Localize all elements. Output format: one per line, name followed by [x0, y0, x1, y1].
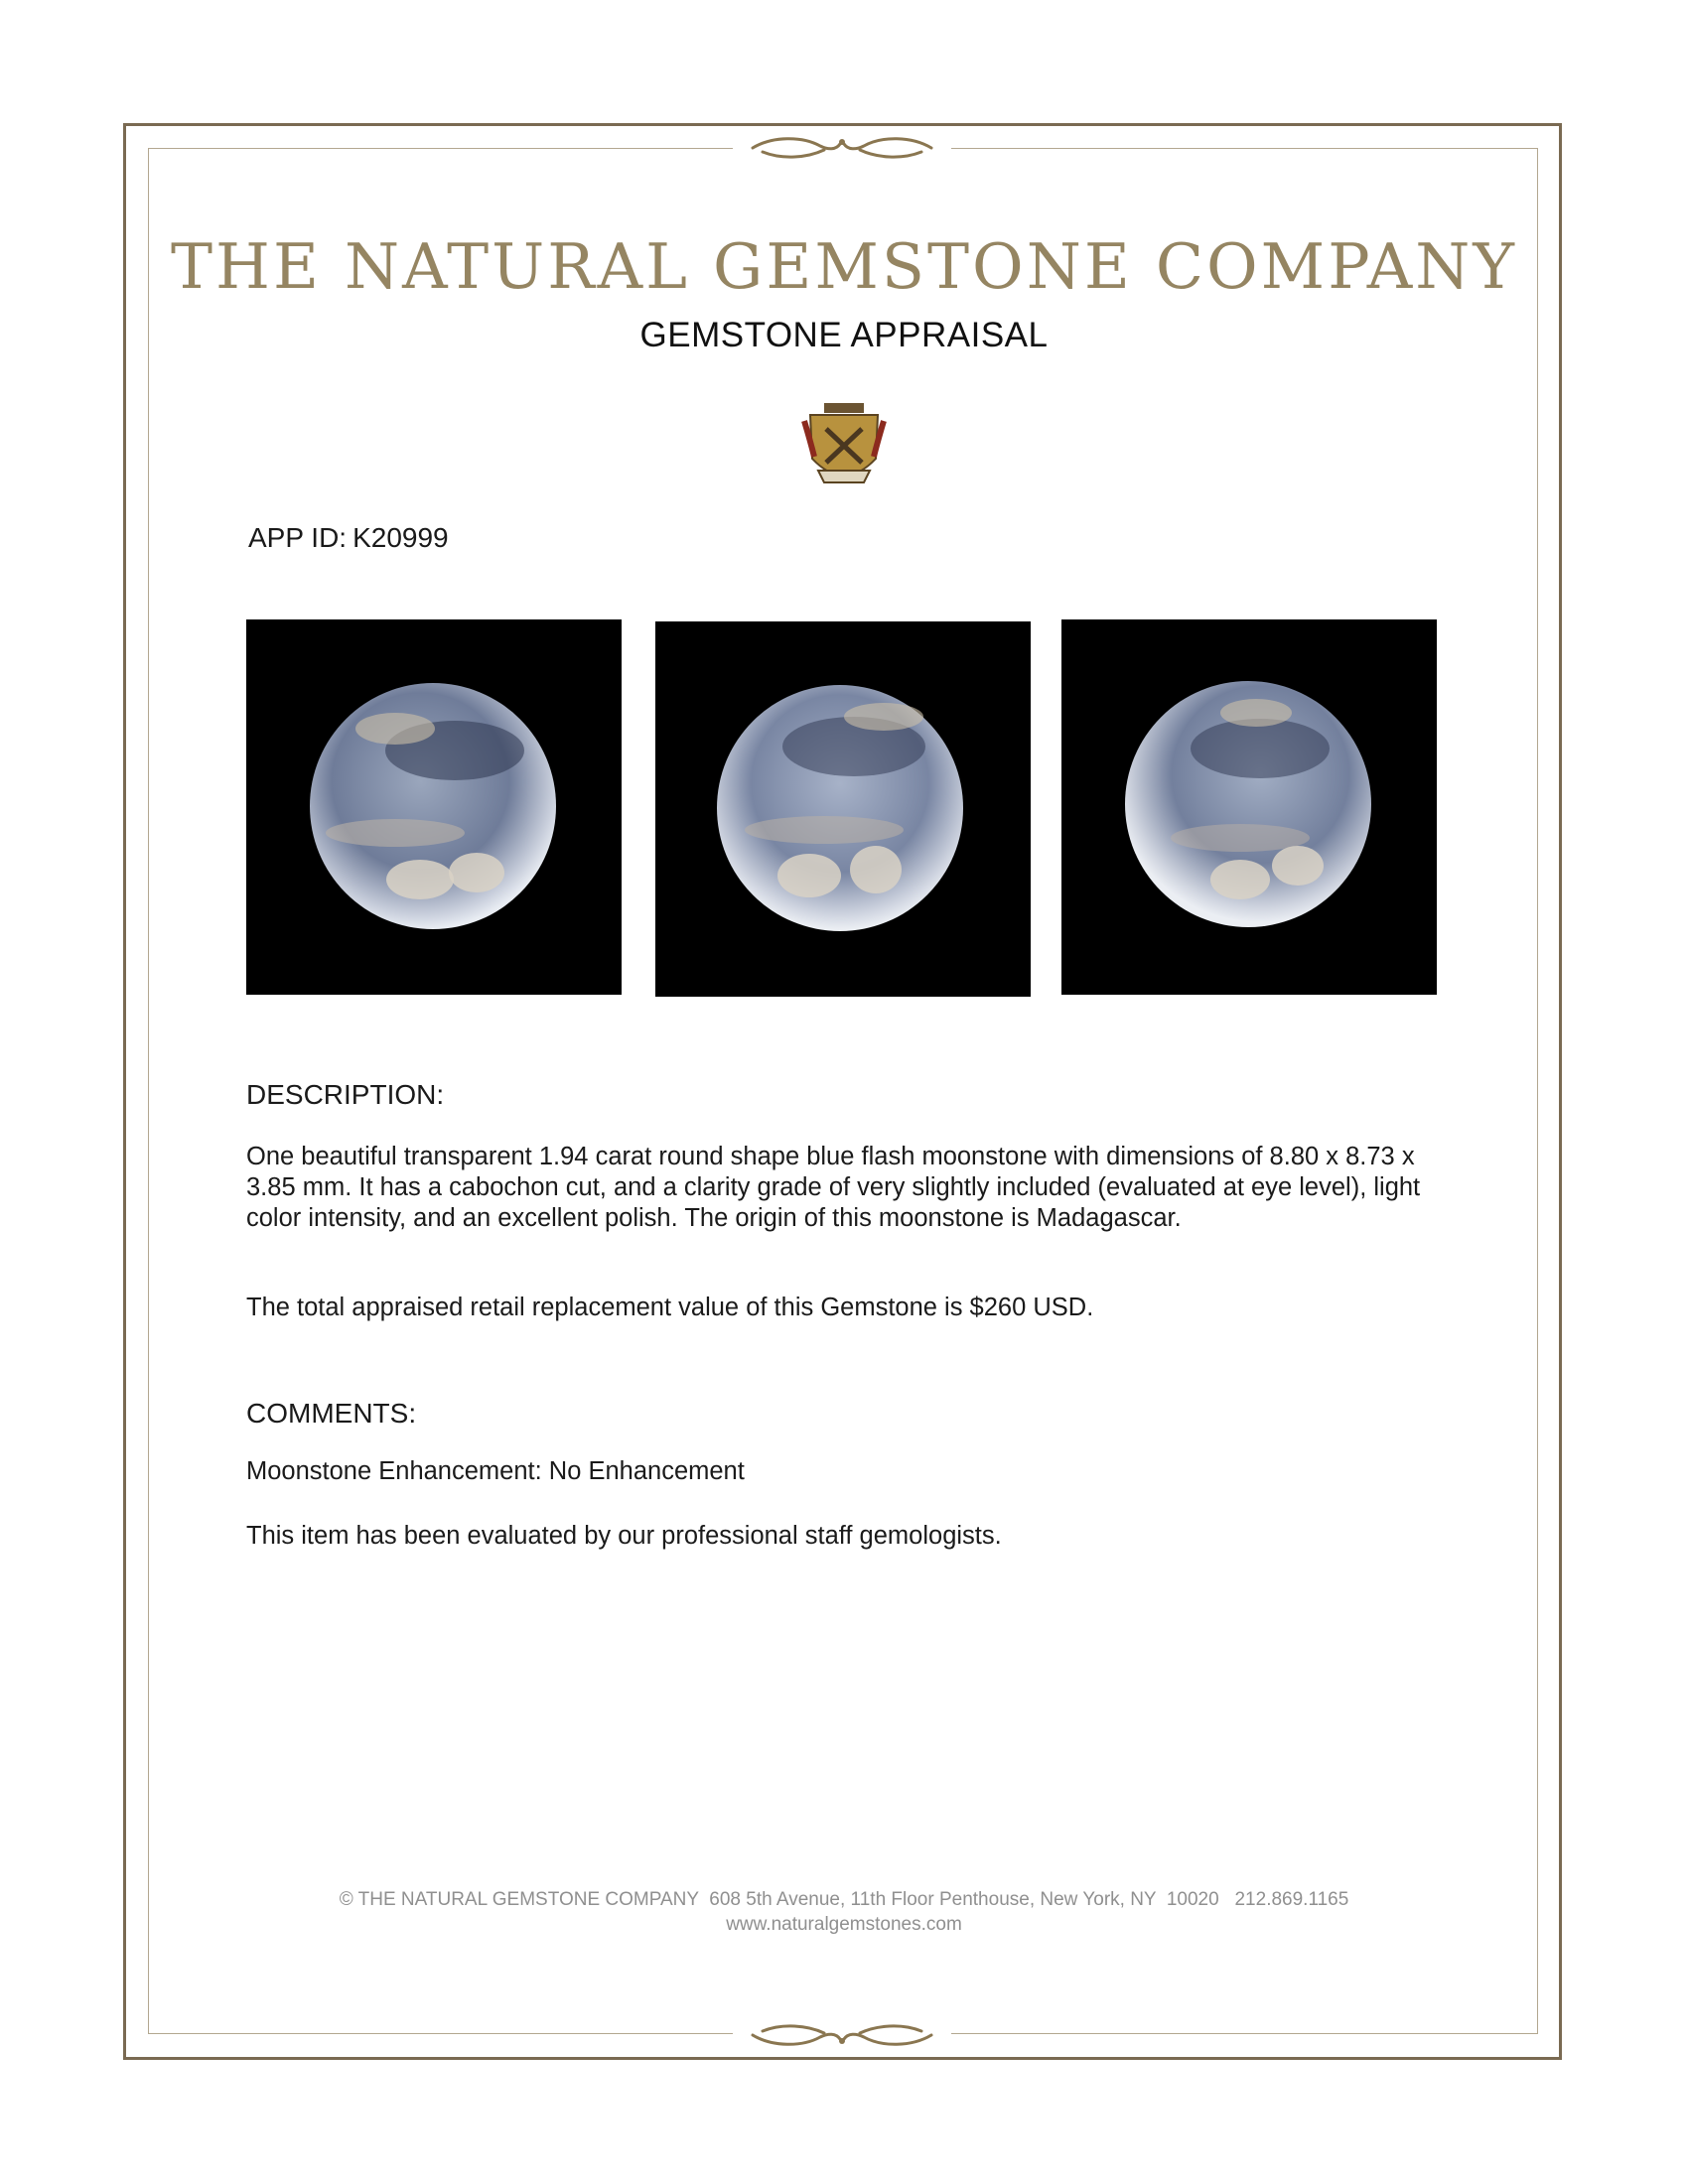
- enhancement-text: Moonstone Enhancement: No Enhancement: [246, 1457, 745, 1485]
- gemstone-photo-1: [246, 619, 622, 995]
- app-id-value: K20999: [352, 522, 449, 553]
- footer-address: © THE NATURAL GEMSTONE COMPANY 608 5th Avenue, 11th Floor Penthouse, New York, NY 10020 212.869.1165: [339, 1889, 1349, 1910]
- top-ornament-icon: [733, 130, 951, 166]
- app-id-label: APP ID:: [248, 522, 348, 553]
- footer-website: www.naturalgemstones.com: [726, 1914, 962, 1935]
- description-text: One beautiful transparent 1.94 carat round shape blue flash moonstone with dimensions of 8.80 x 8.73 x 3.85 mm. It has a cabochon cut, and a clarity grade of very slightly included (evaluated at eye level), light color intensity, and an excellent polish. The origin of this moonstone is Madagascar.: [246, 1143, 1421, 1232]
- company-name-heading: THE NATURAL GEMSTONE COMPANY: [170, 230, 1518, 303]
- evaluation-text: This item has been evaluated by our professional staff gemologists.: [246, 1522, 1002, 1550]
- heraldic-crest-icon: [800, 401, 888, 496]
- comments-heading: COMMENTS:: [246, 1398, 417, 1429]
- gemstone-photo-3: [1061, 619, 1437, 995]
- gemstone-photo-2: [655, 621, 1031, 997]
- app-id: [248, 522, 449, 554]
- bottom-ornament-icon: [733, 2017, 951, 2053]
- document-title: GEMSTONE APPRAISAL: [639, 316, 1049, 354]
- appraised-value-text: The total appraised retail replacement value of this Gemstone is $260 USD.: [246, 1294, 1094, 1321]
- description-heading: DESCRIPTION:: [246, 1079, 445, 1110]
